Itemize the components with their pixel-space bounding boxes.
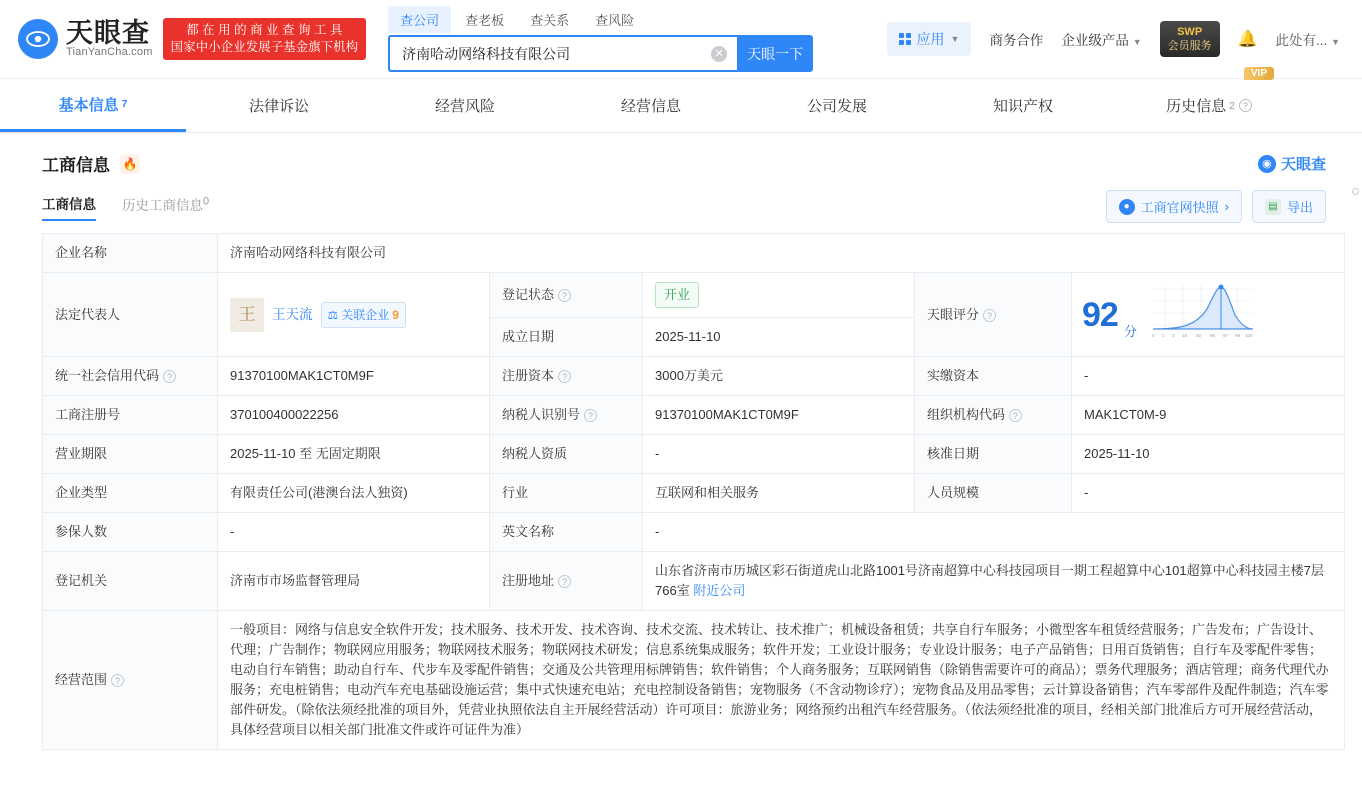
company-name-label: 企业名称 bbox=[43, 234, 218, 273]
svg-text:0: 0 bbox=[1151, 332, 1155, 338]
company-type-value: 有限责任公司(港澳台法人独资) bbox=[218, 474, 490, 513]
credit-code-label bbox=[43, 357, 218, 396]
score-curve-chart bbox=[1151, 281, 1255, 349]
score-unit: 分 bbox=[1123, 323, 1137, 339]
score-label bbox=[915, 273, 1072, 357]
apps-button-label: 应用 bbox=[916, 31, 945, 47]
search-input-wrap bbox=[388, 35, 737, 72]
panel-title-row bbox=[20, 133, 1342, 186]
table-row bbox=[43, 234, 1345, 273]
reg-address-text: 山东省济南市历城区彩石街道虎山北路1001号济南超算中心科技园项目一期工程超算中心101超算中心科技园主楼7层766室 bbox=[655, 563, 1324, 598]
person-circle-icon: ● bbox=[1119, 199, 1135, 215]
subtab-history-business-info-label: 历史工商信息 bbox=[122, 197, 203, 213]
tab-intellectual-property[interactable] bbox=[930, 79, 1116, 132]
bell-icon[interactable]: 🔔 bbox=[1237, 31, 1258, 48]
apps-button[interactable] bbox=[887, 22, 972, 56]
industry-label: 行业 bbox=[490, 474, 643, 513]
nav-business-cooperation[interactable]: 商务合作 bbox=[989, 33, 1044, 48]
score-label-text: 天眼评分 bbox=[927, 306, 980, 322]
tab-business-risk-label: 经营风险 bbox=[434, 98, 495, 115]
tab-basic-info[interactable] bbox=[0, 79, 186, 132]
nearby-companies-link[interactable]: 附近公司 bbox=[693, 583, 746, 598]
brand-watermark bbox=[1258, 153, 1340, 174]
tab-legal-cases-label: 法律诉讼 bbox=[248, 98, 309, 115]
related-companies-label: 关联企业 bbox=[341, 307, 390, 322]
company-name-value: 济南哈动网络科技有限公司 bbox=[218, 234, 1345, 273]
svg-text:15: 15 bbox=[1181, 332, 1187, 338]
tab-business-risk[interactable] bbox=[372, 79, 558, 132]
search-button[interactable]: 天眼一下 bbox=[737, 35, 813, 72]
export-icon: ▤ bbox=[1265, 199, 1281, 215]
tab-business-info-label: 经营信息 bbox=[620, 98, 681, 115]
grid-icon bbox=[899, 33, 911, 45]
reg-status-value bbox=[643, 273, 915, 318]
promo-banner bbox=[163, 18, 367, 60]
eye-icon-svg bbox=[26, 31, 50, 47]
subtab-history-count: 0 bbox=[203, 195, 210, 207]
swp-label-1: SWP bbox=[1177, 26, 1203, 38]
help-icon[interactable]: ? bbox=[558, 370, 571, 383]
help-icon[interactable]: ? bbox=[983, 309, 996, 322]
table-row bbox=[43, 513, 1345, 552]
svg-text:1: 1 bbox=[1161, 332, 1165, 338]
reg-capital-label-text: 注册资本 bbox=[502, 368, 555, 383]
credit-code-value: 91370100MAK1CT0M9F bbox=[218, 357, 490, 396]
taxpayer-qual-value: - bbox=[643, 435, 915, 474]
svg-text:99: 99 bbox=[1234, 332, 1240, 338]
score-number: 92 bbox=[1082, 295, 1118, 334]
score-value-cell bbox=[1072, 273, 1345, 357]
est-date-label: 成立日期 bbox=[490, 318, 643, 357]
help-icon[interactable]: ? bbox=[1239, 99, 1252, 112]
legal-rep-name-link[interactable]: 王天流 bbox=[272, 306, 313, 322]
operating-period-label: 营业期限 bbox=[43, 435, 218, 474]
export-button[interactable] bbox=[1252, 190, 1326, 223]
est-date-value: 2025-11-10 bbox=[643, 318, 915, 357]
reg-status-label bbox=[490, 273, 643, 318]
help-icon[interactable]: ? bbox=[111, 674, 124, 687]
insured-label: 参保人数 bbox=[43, 513, 218, 552]
tab-company-development[interactable] bbox=[744, 79, 930, 132]
logo-subtitle: TianYanCha.com bbox=[66, 46, 153, 59]
scope-value: 一般项目：网络与信息安全软件开发；技术服务、技术开发、技术咨询、技术交流、技术转让、技术推广；机械设备租赁；共享自行车服务；小微型客车租赁经营服务；广告发布；广告设计、代理；广告制作；物联网应用服务；物联网技术服务；物联网技术研发；信息系统集成服务；软件开发；工业设计服务；专业设计服务；电子产品销售；日用百货销售；自行车及零配件零售；电动自行车销售；助动自行车、代步车及零配件销售；交通及公共管理用标牌销售；软件销售；个人商务服务；互联网销售（除销售需要许可的商品）；票务代理服务；酒店管理；商务代理代办服务；充电桩销售；电动汽车充电基础设施运营；集中式快速充电站；充电控制设备销售；宠物服务（不含动物诊疗）；宠物食品及用品零售；云计算设备销售；汽车零部件及配件制造；汽车零部件研发。（除依法须经批准的项目外，凭营业执照依法自主开展经营活动）许可项目：旅游业务；网络预约出租汽车经营服务。（依法须经批准的项目，经相关部门批准后方可开展经营活动，具体经营项目以相关部门批准文件或许可证件为准） bbox=[218, 611, 1345, 750]
taxpayer-id-value: 91370100MAK1CT0M9F bbox=[643, 396, 915, 435]
chevron-down-icon: ▼ bbox=[1132, 37, 1142, 47]
org-code-value: MAK1CT0M-9 bbox=[1072, 396, 1345, 435]
nav-enterprise-products-label: 企业级产品 bbox=[1061, 33, 1129, 48]
staff-size-value: - bbox=[1072, 474, 1345, 513]
table-row bbox=[43, 273, 1345, 318]
tab-intellectual-property-label: 知识产权 bbox=[992, 98, 1053, 115]
tab-business-info[interactable] bbox=[558, 79, 744, 132]
legal-rep-value bbox=[218, 273, 490, 357]
org-code-label-text: 组织机构代码 bbox=[927, 407, 1006, 422]
tab-history-info-count: 2 bbox=[1229, 99, 1235, 112]
search-tab-company[interactable]: 查公司 bbox=[388, 6, 451, 33]
user-menu-label: 此处有... bbox=[1275, 33, 1328, 48]
flame-icon: 🔥 bbox=[120, 154, 140, 174]
status-badge: 开业 bbox=[655, 282, 699, 308]
svg-text:50: 50 bbox=[1195, 332, 1201, 338]
taxpayer-id-label bbox=[490, 396, 643, 435]
search-tab-boss[interactable]: 查老板 bbox=[465, 13, 505, 28]
credit-code-label-text: 统一社会信用代码 bbox=[55, 368, 160, 383]
header-nav bbox=[887, 21, 1344, 57]
svg-text:3: 3 bbox=[1171, 332, 1175, 338]
panel-actions bbox=[1106, 190, 1340, 223]
tab-basic-info-label: 基本信息 bbox=[58, 96, 119, 114]
table-row bbox=[43, 474, 1345, 513]
table-row bbox=[43, 611, 1345, 750]
operating-period-value: 2025-11-10 至 无固定期限 bbox=[218, 435, 490, 474]
approval-date-label: 核准日期 bbox=[915, 435, 1072, 474]
subtab-business-info-label: 工商信息 bbox=[42, 196, 96, 212]
logo-title: 天眼查 bbox=[66, 18, 150, 49]
subtab-business-info[interactable] bbox=[42, 193, 96, 221]
reg-address-label bbox=[490, 552, 643, 611]
reg-address-label-text: 注册地址 bbox=[502, 573, 555, 588]
taxpayer-qual-label: 纳税人资质 bbox=[490, 435, 643, 474]
scope-label bbox=[43, 611, 218, 750]
help-icon[interactable]: ? bbox=[558, 575, 571, 588]
reg-authority-value: 济南市市场监督管理局 bbox=[218, 552, 490, 611]
paid-capital-value: - bbox=[1072, 357, 1345, 396]
svg-text:100: 100 bbox=[1244, 332, 1253, 338]
search-block bbox=[388, 6, 813, 72]
legal-rep-label: 法定代表人 bbox=[43, 273, 218, 357]
business-reg-no-label: 工商注册号 bbox=[43, 396, 218, 435]
search-tab-relation[interactable]: 查关系 bbox=[530, 13, 570, 28]
main-tabs bbox=[0, 68, 1362, 133]
business-info-panel bbox=[0, 133, 1362, 750]
table-row bbox=[43, 552, 1345, 611]
nav-enterprise-products[interactable] bbox=[1061, 29, 1141, 49]
svg-text:97: 97 bbox=[1222, 332, 1228, 338]
approval-date-value: 2025-11-10 bbox=[1072, 435, 1345, 474]
clear-icon[interactable]: ✕ bbox=[711, 46, 727, 62]
swp-label-2: 会员服务 bbox=[1167, 40, 1212, 52]
relation-icon: ⚖ bbox=[327, 307, 339, 322]
brand-watermark-label: 天眼查 bbox=[1280, 156, 1326, 173]
english-name-label: 英文名称 bbox=[490, 513, 643, 552]
chevron-down-icon: ▼ bbox=[950, 34, 960, 44]
eye-icon: ◉ bbox=[1258, 155, 1276, 173]
search-input[interactable] bbox=[400, 45, 711, 63]
related-companies-count: 9 bbox=[392, 307, 399, 322]
eye-icon bbox=[18, 19, 58, 59]
vip-badge: VIP bbox=[1244, 67, 1274, 80]
paid-capital-label: 实缴资本 bbox=[915, 357, 1072, 396]
taxpayer-id-label-text: 纳税人识别号 bbox=[502, 407, 581, 422]
scrollbar-handle[interactable] bbox=[1352, 188, 1359, 195]
org-code-label bbox=[915, 396, 1072, 435]
related-companies-tag[interactable] bbox=[321, 302, 406, 328]
tab-history-info-label: 历史信息 bbox=[1166, 98, 1227, 115]
export-label: 导出 bbox=[1286, 200, 1313, 215]
official-snapshot-button[interactable] bbox=[1106, 190, 1242, 223]
english-name-value: - bbox=[643, 513, 1345, 552]
insured-value: - bbox=[218, 513, 490, 552]
tab-history-info[interactable] bbox=[1116, 68, 1302, 132]
tab-legal-cases[interactable] bbox=[186, 79, 372, 132]
reg-address-value bbox=[643, 552, 1345, 611]
help-icon[interactable]: ? bbox=[558, 289, 571, 302]
table-row bbox=[43, 396, 1345, 435]
reg-authority-label: 登记机关 bbox=[43, 552, 218, 611]
chevron-right-icon: › bbox=[1224, 199, 1229, 214]
business-reg-no-value: 370100400022256 bbox=[218, 396, 490, 435]
search-tab-risk[interactable]: 查风险 bbox=[595, 13, 635, 28]
help-icon[interactable]: ? bbox=[584, 409, 597, 422]
svg-text:85: 85 bbox=[1209, 332, 1215, 338]
search-tabs bbox=[388, 6, 813, 33]
user-menu[interactable] bbox=[1276, 29, 1340, 49]
panel-subtabs bbox=[20, 186, 1342, 233]
swp-member-button[interactable] bbox=[1160, 21, 1220, 57]
tab-basic-info-count: 7 bbox=[121, 98, 128, 110]
page-title: 工商信息 bbox=[42, 156, 110, 175]
site-header bbox=[0, 0, 1362, 78]
promo-line-1: 都 在 用 的 商 业 查 询 工 具 bbox=[186, 23, 343, 37]
promo-line-2: 国家中小企业发展子基金旗下机构 bbox=[170, 40, 359, 54]
staff-size-label: 人员规模 bbox=[915, 474, 1072, 513]
official-snapshot-label: 工商官网快照 bbox=[1140, 200, 1219, 215]
table-row bbox=[43, 435, 1345, 474]
logo[interactable] bbox=[18, 19, 153, 59]
avatar: 王 bbox=[230, 298, 264, 332]
reg-capital-value: 3000万美元 bbox=[643, 357, 915, 396]
company-type-label: 企业类型 bbox=[43, 474, 218, 513]
help-icon[interactable]: ? bbox=[1009, 409, 1022, 422]
subtab-history-business-info[interactable] bbox=[122, 194, 209, 220]
tab-company-development-label: 公司发展 bbox=[806, 98, 867, 115]
chevron-down-icon: ▼ bbox=[1331, 37, 1340, 47]
table-row bbox=[43, 357, 1345, 396]
business-info-table bbox=[42, 233, 1345, 750]
help-icon[interactable]: ? bbox=[163, 370, 176, 383]
scope-label-text: 经营范围 bbox=[55, 672, 108, 687]
reg-capital-label bbox=[490, 357, 643, 396]
industry-value: 互联网和相关服务 bbox=[643, 474, 915, 513]
reg-status-label-text: 登记状态 bbox=[502, 287, 555, 302]
